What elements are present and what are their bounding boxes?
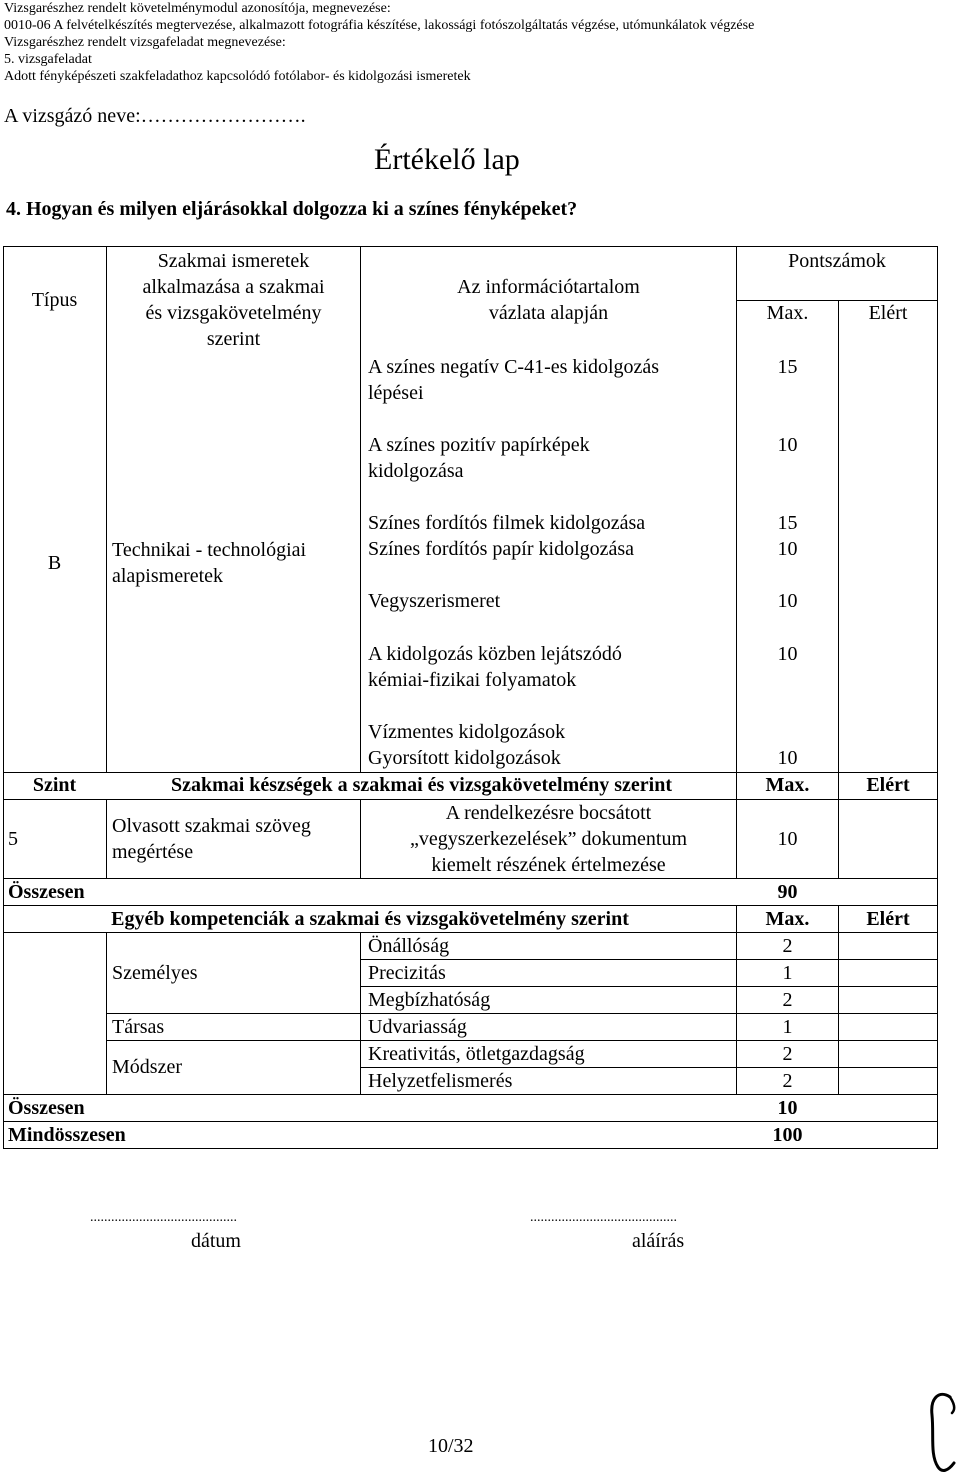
other-max-header: Max. (765, 908, 810, 930)
other-achieved-header: Elért (866, 908, 910, 930)
table-row-text: A színes pozitív papírképek (368, 434, 590, 456)
category-line-1: Technikai - technológiai (112, 539, 307, 561)
skill-desc-2: „vegyszerkezelések” dokumentum (409, 828, 688, 850)
table-row-max: 10 (777, 434, 798, 456)
col-header-achieved: Elért (868, 302, 908, 324)
skills-achieved-header: Elért (866, 774, 910, 796)
competency-max: 2 (782, 1070, 793, 1092)
skill-max: 10 (777, 828, 798, 850)
date-label: dátum (191, 1230, 241, 1252)
group-method: Módszer (112, 1056, 182, 1078)
col-header-knowledge-1: Szakmai ismeretek (157, 250, 310, 272)
page-title: Értékelő lap (374, 143, 520, 176)
other-competencies-header: Egyéb kompetenciák a szakmai és vizsgakövetelmény szerint (111, 908, 629, 930)
signature-dots: .......................................... (530, 1210, 677, 1225)
competency-name: Precizitás (368, 962, 446, 984)
table-row-max: 15 (777, 356, 798, 378)
competency-max: 2 (782, 935, 793, 957)
table-row-max: 10 (777, 747, 798, 769)
handwritten-initial-icon (910, 1385, 960, 1475)
skills-max-header: Max. (765, 774, 810, 796)
col-header-knowledge-3: és vizsgakövetelmény (145, 302, 322, 324)
grand-total-value: 100 (772, 1124, 803, 1146)
table-row-max: 15 (777, 512, 798, 534)
competency-max: 1 (782, 962, 793, 984)
col-header-content-2: vázlata alapján (488, 302, 609, 324)
col-header-content-1: Az információtartalom (457, 276, 640, 298)
candidate-name-field: A vizsgázó neve:……………………. (4, 105, 306, 127)
subtotal-value-2: 10 (777, 1097, 798, 1119)
competency-name: Kreativitás, ötletgazdagság (368, 1043, 585, 1065)
table-row-text: kidolgozása (368, 460, 464, 482)
subtotal-label: Összesen (8, 881, 85, 903)
signature-label: aláírás (632, 1230, 685, 1252)
skills-level-header: Szint (32, 774, 77, 796)
col-header-points: Pontszámok (788, 250, 886, 272)
skill-desc-3: kiemelt részének értelmezése (431, 854, 666, 876)
competency-max: 2 (782, 1043, 793, 1065)
table-row-text: lépései (368, 382, 424, 404)
table-row-max: 10 (777, 590, 798, 612)
skill-level: 5 (8, 828, 18, 850)
group-personal: Személyes (112, 962, 198, 984)
col-header-type: Típus (31, 289, 78, 311)
table-row-text: Színes fordítós papír kidolgozása (368, 538, 635, 560)
category-line-2: alapismeretek (112, 565, 224, 587)
table-row-text: A színes negatív C-41-es kidolgozás (368, 356, 660, 378)
date-dots: .......................................... (90, 1210, 237, 1225)
question: 4. Hogyan és milyen eljárásokkal dolgozza ki a színes fényképeket? (6, 198, 578, 220)
table-row-text: kémiai-fizikai folyamatok (368, 669, 577, 691)
skill-name-2: megértése (112, 841, 194, 863)
col-header-max: Max. (766, 302, 809, 324)
table-row-text: A kidolgozás közben lejátszódó (368, 643, 622, 665)
competency-max: 1 (782, 1016, 793, 1038)
col-header-knowledge-4: szerint (206, 328, 261, 350)
skill-desc-1: A rendelkezésre bocsátott (445, 802, 652, 824)
skills-header: Szakmai készségek a szakmai és vizsgakövetelmény szerint (170, 774, 673, 796)
table-row-max: 10 (777, 538, 798, 560)
group-social: Társas (112, 1016, 165, 1038)
competency-max: 2 (782, 989, 793, 1011)
grand-total-label: Mindösszesen (8, 1124, 126, 1146)
table-row-text: Vegyszerismeret (368, 590, 501, 612)
subtotal-label-2: Összesen (8, 1097, 85, 1119)
header-line-1: Vizsgarészhez rendelt követelménymodul azonosítója, megnevezése: (4, 1, 391, 16)
table-row-max: 10 (777, 643, 798, 665)
competency-name: Megbízhatóság (368, 989, 491, 1011)
type-letter: B (47, 552, 62, 574)
table-row-text: Gyorsított kidolgozások (368, 747, 561, 769)
header-line-2: 0010-06 A felvételkészítés megtervezése, alkalmazott fotográfia készítése, lakossági fotószolgáltatás végzése, utómunkálatok végzése (4, 18, 755, 33)
header-line-5: Adott fényképészeti szakfeladathoz kapcsolódó fotólabor- és kidolgozási ismeretek (4, 69, 471, 84)
competency-name: Önállóság (368, 935, 450, 957)
table-row-text: Színes fordítós filmek kidolgozása (368, 512, 646, 534)
skill-name-1: Olvasott szakmai szöveg (112, 815, 311, 837)
competency-name: Udvariasság (368, 1016, 467, 1038)
page-number: 10/32 (428, 1435, 474, 1457)
col-header-knowledge-2: alkalmazása a szakmai (142, 276, 325, 298)
header-line-3: Vizsgarészhez rendelt vizsgafeladat megnevezése: (4, 35, 286, 50)
competency-name: Helyzetfelismerés (368, 1070, 513, 1092)
header-line-4: 5. vizsgafeladat (4, 52, 92, 67)
table-row-text: Vízmentes kidolgozások (368, 721, 566, 743)
subtotal-value: 90 (777, 881, 798, 903)
